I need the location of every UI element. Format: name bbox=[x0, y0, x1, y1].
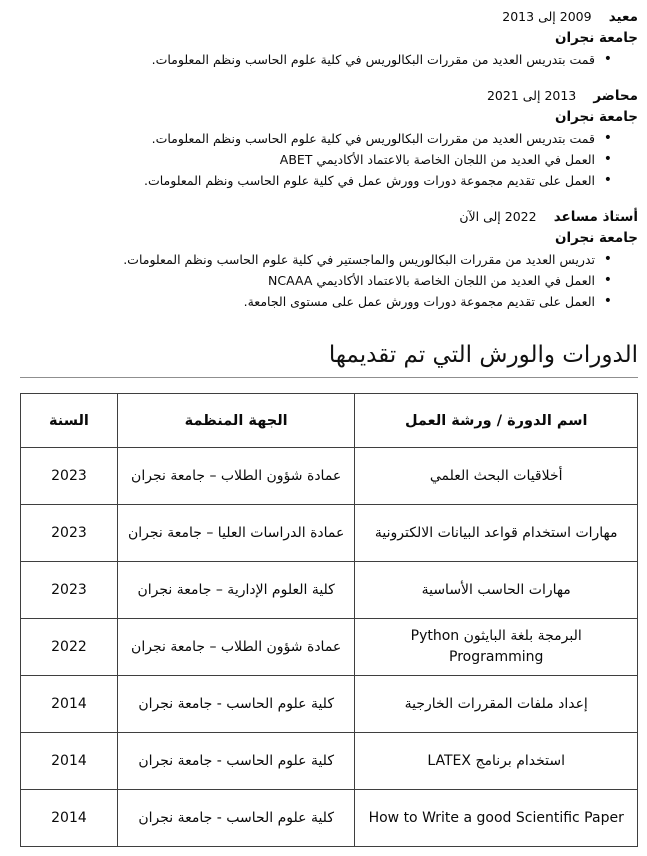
cell-year: 2023 bbox=[21, 505, 118, 562]
experience-entry bbox=[20, 85, 638, 191]
job-title: أستاذ مساعد bbox=[553, 209, 638, 225]
table-header-row bbox=[21, 394, 638, 448]
cell-course-name: استخدام برنامج LATEX bbox=[355, 733, 638, 790]
employer-name: جامعة نجران bbox=[554, 30, 638, 46]
cell-course-name: How to Write a good Scientific Paper bbox=[355, 790, 638, 847]
table-row bbox=[21, 448, 638, 505]
experience-entry bbox=[20, 206, 638, 312]
bullet-list bbox=[20, 249, 638, 312]
cell-year: 2023 bbox=[21, 562, 118, 619]
job-dates: 2009 إلى 2013 bbox=[502, 9, 592, 24]
table-row bbox=[21, 676, 638, 733]
bullet-list bbox=[20, 49, 638, 70]
job-title-line bbox=[20, 85, 638, 107]
job-title-line bbox=[20, 206, 638, 228]
cell-year: 2023 bbox=[21, 448, 118, 505]
table-row bbox=[21, 733, 638, 790]
bullet-item: • العمل على تقديم مجموعة دورات وورش عمل على مستوى الجامعة. bbox=[20, 291, 612, 312]
header-organizer: الجهة المنظمة bbox=[117, 394, 355, 448]
cell-course-name: البرمجة بلغة البايثون Python Programming bbox=[355, 619, 638, 676]
job-title: محاضر bbox=[593, 88, 638, 104]
cell-course-name: أخلاقيات البحث العلمي bbox=[355, 448, 638, 505]
employer-name: جامعة نجران bbox=[554, 230, 638, 246]
bullet-item: • العمل على تقديم مجموعة دورات وورش عمل في كلية علوم الحاسب ونظم المعلومات. bbox=[20, 170, 612, 191]
table-row bbox=[21, 790, 638, 847]
bullet-item: • قمت بتدريس العديد من مقررات البكالوريس في كلية علوم الحاسب ونظم المعلومات. bbox=[20, 128, 612, 149]
bullet-item: • العمل في العديد من اللجان الخاصة بالاعتماد الأكاديمي ABET bbox=[20, 149, 612, 170]
cell-year: 2014 bbox=[21, 790, 118, 847]
bullet-list bbox=[20, 128, 638, 191]
cell-organizer: عمادة شؤون الطلاب – جامعة نجران bbox=[117, 448, 355, 505]
experience-entry bbox=[20, 6, 638, 70]
employer-name: جامعة نجران bbox=[554, 109, 638, 125]
header-course-name: اسم الدورة / ورشة العمل bbox=[355, 394, 638, 448]
bullet-item: • قمت بتدريس العديد من مقررات البكالوريس في كلية علوم الحاسب ونظم المعلومات. bbox=[20, 49, 612, 70]
cell-organizer: كلية علوم الحاسب - جامعة نجران bbox=[117, 790, 355, 847]
job-title: معيد bbox=[608, 9, 638, 25]
cell-year: 2014 bbox=[21, 733, 118, 790]
cell-organizer: عمادة الدراسات العليا – جامعة نجران bbox=[117, 505, 355, 562]
cell-organizer: كلية علوم الحاسب - جامعة نجران bbox=[117, 733, 355, 790]
cell-course-name: مهارات الحاسب الأساسية bbox=[355, 562, 638, 619]
bullet-item: • تدريس العديد من مقررات البكالوريس والماجستير في كلية علوم الحاسب ونظم المعلومات. bbox=[20, 249, 612, 270]
table-row bbox=[21, 505, 638, 562]
job-dates: 2022 إلى الآن bbox=[459, 209, 537, 224]
courses-section-heading: الدورات والورش التي تم تقديمها bbox=[20, 339, 638, 378]
cell-year: 2014 bbox=[21, 676, 118, 733]
bullet-item: • العمل في العديد من اللجان الخاصة بالاعتماد الأكاديمي NCAAA bbox=[20, 270, 612, 291]
table-row bbox=[21, 619, 638, 676]
cell-course-name: مهارات استخدام قواعد البيانات الالكترونية bbox=[355, 505, 638, 562]
table-row bbox=[21, 562, 638, 619]
job-title-line bbox=[20, 6, 638, 28]
job-dates: 2013 إلى 2021 bbox=[486, 88, 577, 103]
cell-organizer: كلية العلوم الإدارية – جامعة نجران bbox=[117, 562, 355, 619]
cell-course-name: إعداد ملفات المقررات الخارجية bbox=[355, 676, 638, 733]
cell-year: 2022 bbox=[21, 619, 118, 676]
cell-organizer: كلية علوم الحاسب - جامعة نجران bbox=[117, 676, 355, 733]
cell-organizer: عمادة شؤون الطلاب – جامعة نجران bbox=[117, 619, 355, 676]
courses-table bbox=[20, 393, 638, 847]
header-year: السنة bbox=[21, 394, 118, 448]
